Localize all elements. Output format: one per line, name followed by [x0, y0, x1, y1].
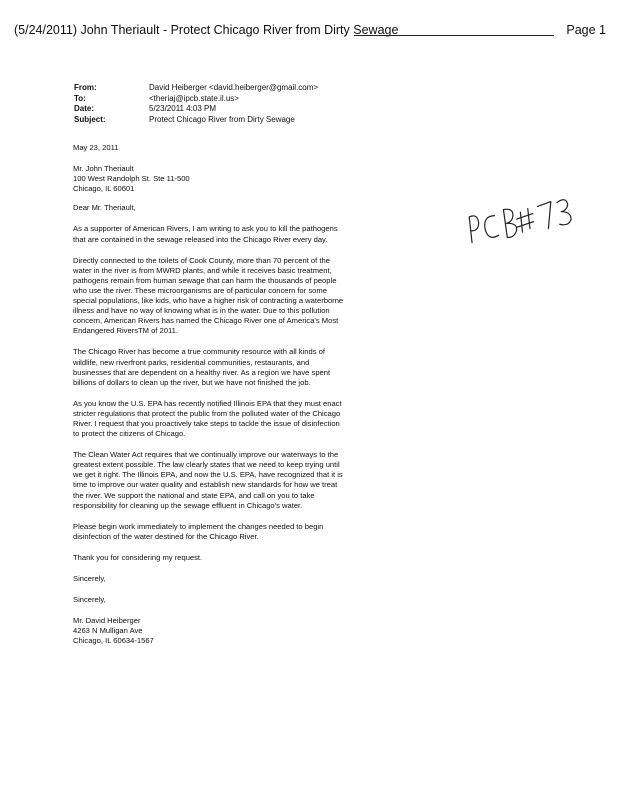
paragraph: Thank you for considering my request. — [73, 552, 203, 562]
subject-row — [74, 115, 318, 126]
header-rule — [354, 35, 554, 36]
signature-line: Mr. David Heiberger — [73, 616, 141, 626]
from-value: David Heiberger <david.heiberger@gmail.com> — [149, 83, 319, 92]
page-number: Page 1 — [566, 23, 606, 37]
signature-line: Chicago, IL 60634-1567 — [73, 636, 154, 646]
letter-body — [73, 143, 348, 646]
paragraph: The Chicago River has become a true community resource with all kinds of wildlife, new riverfront parks, residential communities, restaurants, and businesses that are dependent on a healthy river. As a region we have spent billions of dollars to clean up the river, but we have not finished the job. — [73, 347, 331, 387]
paragraph: As a supporter of American Rivers, I am writing to ask you to kill the pathogens that are contained in the sewage released into the Chicago River every day. — [73, 224, 338, 244]
paragraph: Please begin work immediately to implement the changes needed to begin disinfection of the water destined for the Chicago River. — [73, 521, 324, 541]
subject-label: Subject: — [74, 114, 106, 124]
to-label: To: — [74, 93, 86, 103]
letter-date: May 23, 2011 — [73, 143, 119, 152]
recipient-line: Chicago, IL 60601 — [73, 184, 135, 194]
from-row — [74, 83, 318, 94]
subject-value: Protect Chicago River from Dirty Sewage — [149, 114, 295, 124]
recipient-line: 100 West Randolph St. Ste 11-500 — [73, 174, 190, 184]
header-title: (5/24/2011) John Theriault - Protect Chicago River from Dirty Sewage — [14, 23, 399, 37]
paragraph: As you know the U.S. EPA has recently notified Illinois EPA that they must enact stricter regulations that protect the public from the polluted water of the Chicago River. I request that you proactively take steps to tackle the issue of disinfection to protect the citizens of Chicago. — [73, 398, 342, 439]
handwritten-annotation — [462, 198, 582, 243]
signature-line: 4263 N Mulligan Ave — [73, 626, 143, 636]
to-row — [74, 94, 318, 105]
date-value: 5/23/2011 4:03 PM — [149, 104, 217, 113]
date-row — [74, 104, 318, 115]
recipient-address — [73, 164, 348, 194]
paragraph: Sincerely, — [73, 574, 106, 583]
salutation: Dear Mr. Theriault, — [73, 203, 136, 213]
to-value: <theriaj@ipcb.state.il.us> — [149, 93, 239, 103]
date-label: Date: — [74, 104, 95, 113]
from-label: From: — [74, 83, 97, 92]
email-header — [74, 83, 318, 125]
paragraph: The Clean Water Act requires that we continually improve our waterways to the greatest extent possible. The law clearly states that we need to keep trying until we get it right. The Illinois EPA, and now the U.S. EPA, have recognized that it is time to improve our water quality and establish new standards for how we treat the river. We support the national and state EPA, and call on you to take responsibility for cleaning up the sewage effluent in Chicago's water. — [73, 450, 343, 510]
signature-block — [73, 616, 348, 646]
paragraph: Directly connected to the toilets of Cook County, more than 70 percent of the water in the river is from MWRD plants, and while it receives basic treatment, pathogens remain from human sewage that can harm the thousands of people who use the river. These microorganisms are of particular concern for some special populations, like kids, who have a higher risk of contracting a waterborne illness and have no way of knowing what is in the water. Due to this pollution concern, American Rivers has named the Chicago River one of America's Most Endangered RiversTM of 2011. — [73, 255, 344, 336]
recipient-line: Mr. John Theriault — [73, 164, 134, 174]
fax-header — [14, 22, 606, 38]
closing: Sincerely, — [73, 595, 106, 605]
